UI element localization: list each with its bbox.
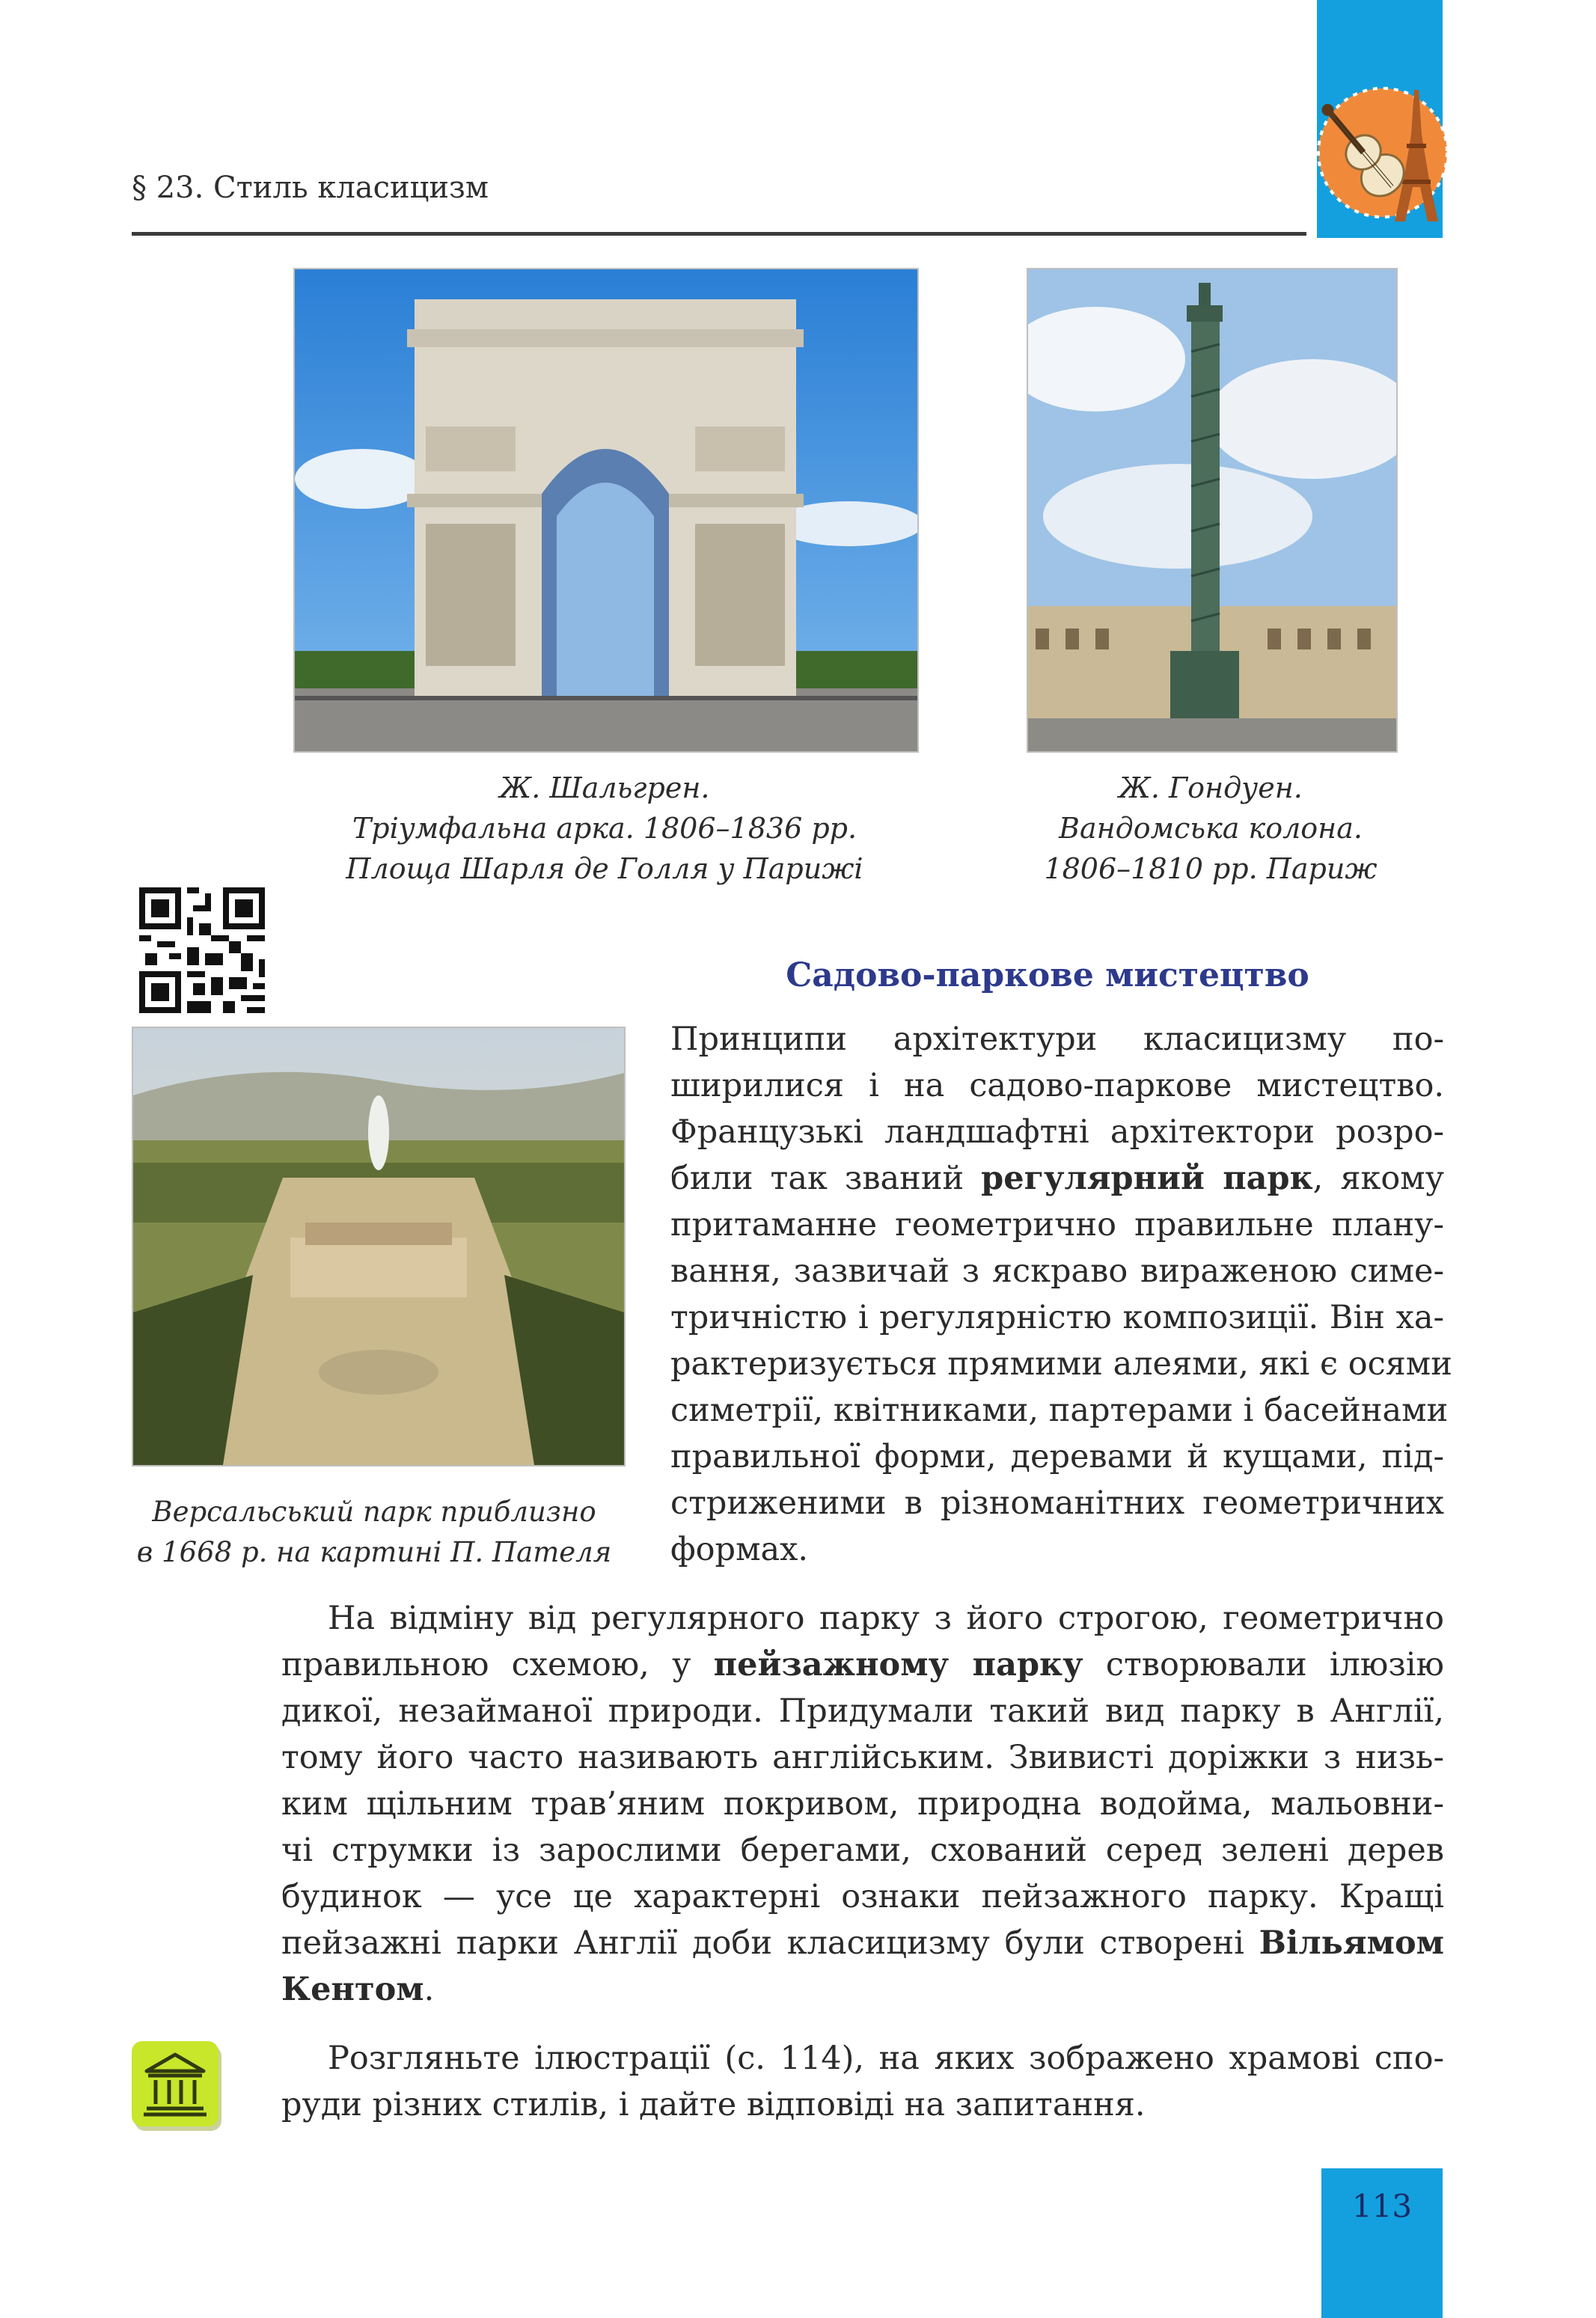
text-line: тричністю і регулярністю композиції. Він ха- bbox=[670, 1299, 1444, 1336]
caption-line: Тріумфальна арка. 1806–1836 рр. bbox=[352, 812, 857, 845]
text-line bbox=[281, 1966, 1444, 2013]
caption-line: 1806–1810 рр. Париж bbox=[1044, 852, 1378, 885]
paragraph-task bbox=[281, 2035, 1444, 2128]
subheading-garden-art: Садово-паркове мистецтво bbox=[786, 956, 1309, 994]
text-line: формах. bbox=[670, 1531, 809, 1568]
text-line: правильної форми, деревами й кущами, під- bbox=[670, 1438, 1444, 1475]
text-run: били так званий bbox=[670, 1160, 982, 1197]
text-line: вання, зазвичай з яскраво вираженою симе- bbox=[670, 1253, 1444, 1290]
triumphal-arch-photo bbox=[293, 268, 919, 753]
text-run: пейзажні парки Англії доби класицизму були створені bbox=[281, 1924, 1259, 1962]
section-title: § 23. Стиль класицизм bbox=[132, 171, 489, 205]
name-kent: Кентом bbox=[281, 1971, 424, 2008]
paragraph-landscape-park bbox=[281, 1595, 1444, 2013]
caption-line: в 1668 р. на картині П. Пателя bbox=[136, 1536, 612, 1568]
text-run: , якому bbox=[1312, 1160, 1444, 1197]
text-line: Французькі ландшафтні архітектори розро- bbox=[670, 1113, 1444, 1151]
figure-caption-arch bbox=[293, 768, 916, 889]
caption-line: Площа Шарля де Голля у Парижі bbox=[346, 852, 863, 885]
caption-line: Вандомська колона. bbox=[1059, 812, 1363, 845]
text-line bbox=[281, 1642, 1444, 1688]
name-william: Вільямом bbox=[1259, 1924, 1444, 1962]
caption-line: Ж. Шальгрен. bbox=[499, 771, 710, 804]
violin-eiffel-emblem-icon bbox=[1302, 75, 1452, 224]
paragraph-regular-park bbox=[670, 1016, 1452, 1573]
text-line: руди різних стилів, і дайте відповіді на запитання. bbox=[281, 2086, 1146, 2123]
page-number: 113 bbox=[1351, 2188, 1413, 2224]
header-divider bbox=[132, 232, 1306, 236]
text-run: правильною схемою, у bbox=[281, 1646, 714, 1684]
vendome-column-photo bbox=[1027, 268, 1398, 753]
text-line: ким щільним трав’яним покривом, природна водойма, мальовни- bbox=[281, 1785, 1444, 1823]
text-line: Принципи архітектури класицизму по- bbox=[670, 1021, 1444, 1058]
text-line: стриженими в різноманітних геометричних bbox=[670, 1484, 1444, 1522]
text-run: створювали ілюзію bbox=[1083, 1646, 1444, 1684]
term-landscape-park: пейзажному парку bbox=[713, 1646, 1083, 1684]
figure-caption-column bbox=[1012, 768, 1410, 889]
text-line: дикої, незайманої природи. Придумали такий вид парку в Англії, bbox=[281, 1692, 1444, 1730]
term-regular-park: регулярний парк bbox=[981, 1160, 1313, 1197]
temple-icon bbox=[132, 2041, 224, 2134]
figure-caption-versailles bbox=[112, 1492, 636, 1573]
text-line: притаманне геометрично правильне плану- bbox=[670, 1206, 1444, 1244]
text-line: рактеризується прямими алеями, які є осями bbox=[670, 1345, 1452, 1383]
versailles-park-painting bbox=[132, 1027, 626, 1467]
caption-line: Версальський парк приблизно bbox=[152, 1496, 596, 1528]
text-line: будинок — усе це характерні ознаки пейзажного парку. Кращі bbox=[281, 1878, 1444, 1915]
text-line: ширилися і на садово-паркове мистецтво. bbox=[670, 1067, 1444, 1104]
text-line: чі струмки із зарослими берегами, схований серед зелені дерев bbox=[281, 1832, 1444, 1869]
text-line: На відміну від регулярного парку з його строгою, геометрично bbox=[328, 1600, 1444, 1637]
text-run: . bbox=[424, 1971, 435, 2008]
text-line bbox=[670, 1155, 1444, 1202]
text-line: тому його часто називають англійським. Звивисті доріжки з низь- bbox=[281, 1739, 1444, 1776]
qr-code-icon[interactable] bbox=[139, 887, 265, 1013]
text-line: Розгляньте ілюстрації (с. 114), на яких зображено храмові спо- bbox=[328, 2040, 1444, 2077]
text-line bbox=[281, 1920, 1444, 1966]
caption-line: Ж. Гондуен. bbox=[1119, 771, 1303, 804]
text-line: симетрії, квітниками, партерами і басейнами bbox=[670, 1392, 1449, 1429]
